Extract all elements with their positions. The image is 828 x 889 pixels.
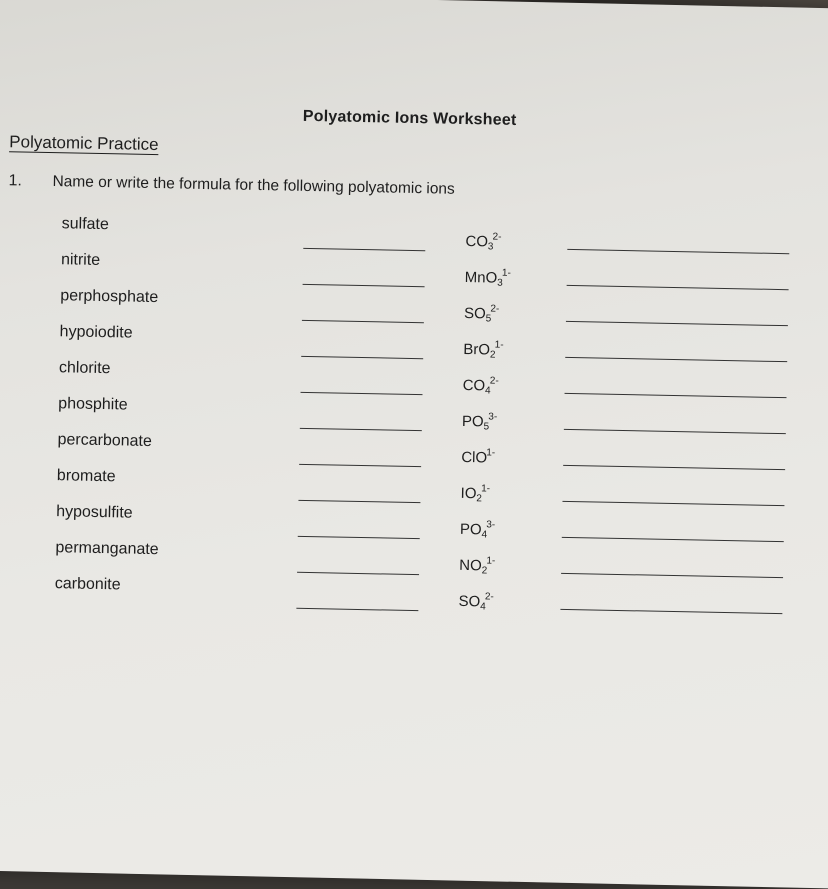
formula-charge: 3- bbox=[486, 519, 495, 530]
formula-subscript: 5 bbox=[486, 313, 492, 324]
ion-formula bbox=[465, 231, 501, 253]
formula-answer-blank[interactable] bbox=[297, 572, 419, 575]
formula-subscript: 4 bbox=[481, 529, 487, 540]
worksheet-title: Polyatomic Ions Worksheet bbox=[303, 108, 517, 130]
formula-charge: 1- bbox=[486, 555, 495, 566]
ion-formula bbox=[462, 375, 498, 397]
name-answer-blank[interactable] bbox=[563, 465, 785, 470]
ion-formula bbox=[461, 447, 495, 469]
ion-name: phosphite bbox=[58, 395, 128, 414]
formula-subscript: 2 bbox=[476, 493, 482, 504]
ion-formula bbox=[465, 267, 511, 289]
name-answer-blank[interactable] bbox=[565, 393, 787, 398]
formula-base: CO bbox=[463, 377, 486, 394]
ion-name: hyposulfite bbox=[56, 503, 133, 522]
ion-name: chlorite bbox=[59, 359, 111, 378]
formula-subscript: 4 bbox=[485, 385, 491, 396]
name-answer-blank[interactable] bbox=[561, 573, 783, 578]
name-answer-blank[interactable] bbox=[560, 609, 782, 614]
ion-name: hypoiodite bbox=[59, 323, 132, 342]
formula-subscript: 2 bbox=[482, 565, 488, 576]
name-answer-blank[interactable] bbox=[562, 501, 784, 506]
question-text: Name or write the formula for the following polyatomic ions bbox=[52, 173, 455, 199]
ion-formula bbox=[459, 555, 495, 577]
formula-charge: 1- bbox=[495, 340, 504, 351]
formula-answer-blank[interactable] bbox=[298, 500, 420, 503]
formula-base: PO bbox=[460, 521, 482, 538]
ion-name: carbonite bbox=[55, 575, 121, 594]
formula-charge: 2- bbox=[492, 232, 501, 243]
formula-answer-blank[interactable] bbox=[300, 428, 422, 431]
formula-answer-blank[interactable] bbox=[299, 464, 421, 467]
formula-charge: 1- bbox=[481, 483, 490, 494]
ion-formula bbox=[458, 591, 494, 613]
formula-answer-blank[interactable] bbox=[302, 320, 424, 323]
formula-answer-blank[interactable] bbox=[303, 248, 425, 251]
question-number: 1. bbox=[8, 172, 22, 190]
ion-name: permanganate bbox=[55, 539, 159, 559]
formula-base: IO bbox=[460, 485, 476, 502]
ion-name: perphosphate bbox=[60, 287, 158, 307]
formula-answer-blank[interactable] bbox=[303, 284, 425, 287]
formula-subscript: 3 bbox=[488, 241, 494, 252]
formula-answer-blank[interactable] bbox=[301, 356, 423, 359]
section-heading: Polyatomic Practice bbox=[9, 132, 159, 155]
formula-base: SO bbox=[458, 593, 480, 610]
formula-base: SO bbox=[464, 305, 486, 322]
name-answer-blank[interactable] bbox=[565, 357, 787, 362]
formula-charge: 1- bbox=[502, 268, 511, 279]
formula-base: MnO bbox=[465, 269, 498, 287]
formula-charge: 2- bbox=[485, 591, 494, 602]
name-answer-blank[interactable] bbox=[564, 429, 786, 434]
formula-base: PO bbox=[462, 413, 484, 430]
formula-base: ClO bbox=[461, 449, 487, 466]
ion-name: percarbonate bbox=[57, 431, 152, 451]
ion-formula bbox=[460, 519, 496, 541]
ion-name: bromate bbox=[57, 467, 116, 486]
formula-subscript: 5 bbox=[483, 421, 489, 432]
formula-subscript: 4 bbox=[480, 601, 486, 612]
ion-formula bbox=[463, 339, 504, 361]
ion-formula bbox=[464, 303, 500, 325]
formula-base: NO bbox=[459, 557, 482, 574]
formula-charge: 3- bbox=[488, 411, 497, 422]
formula-answer-blank[interactable] bbox=[301, 392, 423, 395]
name-answer-blank[interactable] bbox=[562, 537, 784, 542]
ion-formula bbox=[460, 483, 490, 505]
formula-base: BrO bbox=[463, 341, 490, 359]
formula-answer-blank[interactable] bbox=[296, 608, 418, 611]
ion-formula bbox=[462, 411, 498, 433]
formula-answer-blank[interactable] bbox=[298, 536, 420, 539]
formula-charge: 2- bbox=[490, 375, 499, 386]
name-answer-blank[interactable] bbox=[567, 249, 789, 254]
formula-subscript: 3 bbox=[497, 278, 503, 289]
formula-base: CO bbox=[465, 233, 488, 250]
ion-name: nitrite bbox=[61, 251, 100, 270]
formula-subscript: 2 bbox=[490, 349, 496, 360]
name-answer-blank[interactable] bbox=[567, 285, 789, 290]
formula-charge: 1- bbox=[486, 447, 495, 458]
formula-charge: 2- bbox=[490, 303, 499, 314]
ion-name: sulfate bbox=[62, 215, 109, 234]
name-answer-blank[interactable] bbox=[566, 321, 788, 326]
